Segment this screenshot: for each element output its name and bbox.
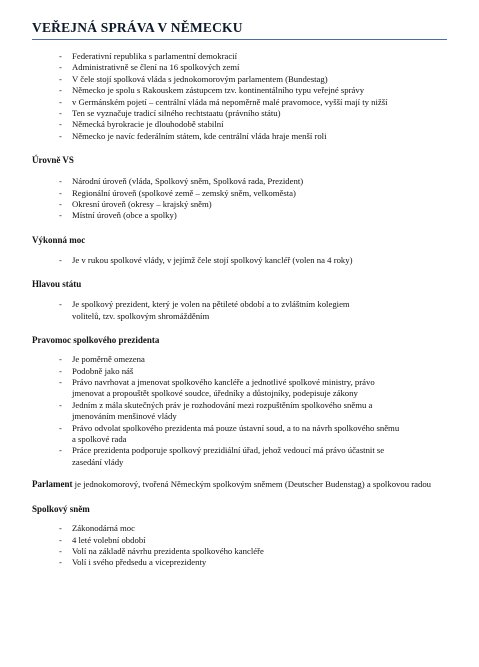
list-item: - Administrativně se člení na 16 spolkových zemí xyxy=(32,62,452,73)
page-title: VEŘEJNÁ SPRÁVA V NĚMECKU xyxy=(32,20,447,40)
section-heading-vykonna: Výkonná moc xyxy=(32,234,86,245)
list-item: - v Germánském pojetí – centrální vláda má nepoměrně malé pravomoce, vyšší mají ty nižší xyxy=(32,97,452,108)
list-item: - Německá byrokracie je dlouhodobě stabilní xyxy=(32,119,452,130)
list-item: - 4 leté volební období xyxy=(32,535,452,546)
list-item: - Německo je spolu s Rakouskem zástupcem tzv. kontinentálního typu veřejné správy xyxy=(32,85,452,96)
list-item: - Zákonodárná moc xyxy=(32,523,452,534)
list-item: - V čele stojí spolková vláda s jednokomorovým parlamentem (Bundestag) xyxy=(32,74,452,85)
list-item: - Právo odvolat spolkového prezidenta má pouze ústavní soud, a to na návrh spolkového sněmu a spolkové rada xyxy=(32,423,402,446)
parlament-text: je jednokomorový, tvořená Německým spolkovým sněmem (Deutscher Budenstag) a spolkovou radou xyxy=(72,479,432,490)
list-item: - Podobně jako náš xyxy=(32,366,452,377)
list-item: - Volí i svého předsedu a viceprezidenty xyxy=(32,557,452,568)
list-item: - Právo navrhovat a jmenovat spolkového kancléře a jednotlivé spolkové ministry, právo jmenovat a propouštět spolkové soudce, úředníky a důstojníky, podepisuje zákony xyxy=(32,377,402,400)
list-item: - Místní úroveň (obce a spolky) xyxy=(32,210,452,221)
list-item: - Volí na základě návrhu prezidenta spolkového kancléře xyxy=(32,546,452,557)
section-heading-hlava: Hlavou státu xyxy=(32,279,82,290)
list-item: - Je poměrně omezena xyxy=(32,354,452,365)
snem-list xyxy=(32,523,452,569)
parlament-label: Parlament xyxy=(32,479,73,490)
list-item: - Ten se vyznačuje tradicí silného rechtstaatu (právního státu) xyxy=(32,108,452,119)
urovne-list xyxy=(32,176,452,222)
list-item: - Federativní republika s parlamentní demokracií xyxy=(32,51,452,62)
section-heading-urovne: Úrovně VS xyxy=(32,155,74,166)
pravomoc-list xyxy=(32,354,452,468)
section-heading-snem: Spolkový sněm xyxy=(32,504,90,515)
list-item: - Okresní úroveň (okresy – krajský sněm) xyxy=(32,199,452,210)
document-body xyxy=(32,51,452,569)
hlava-list xyxy=(32,299,452,322)
list-item: - Je spolkový prezident, který je volen na pětileté období a to zvláštním kolegiem volitelů, tzv. spolkovým shromážděním xyxy=(32,299,372,322)
list-item: - Národní úroveň (vláda, Spolkový sněm, Spolková rada, Prezident) xyxy=(32,176,452,187)
list-item: - Práce prezidenta podporuje spolkový prezidiální úřad, jehož vedoucí má právo účastnit se zasedání vlády xyxy=(32,445,402,468)
list-item: - Jedním z mála skutečných práv je rozhodování mezi rozpuštěním spolkového sněmu a jmenováním menšinové vlády xyxy=(32,400,392,423)
parlament-paragraph xyxy=(32,478,442,491)
intro-list xyxy=(32,51,452,142)
list-item: - Německo je navíc federálním státem, kde centrální vláda hraje menší roli xyxy=(32,131,452,142)
list-item: - Je v rukou spolkové vlády, v jejímž čele stojí spolkový kancléř (volen na 4 roky) xyxy=(32,255,452,266)
vykonna-list xyxy=(32,255,452,266)
section-heading-pravomoc: Pravomoc spolkového prezidenta xyxy=(32,335,160,346)
list-item: - Regionální úroveň (spolkové země – zemský sněm, velkoměsta) xyxy=(32,188,452,199)
